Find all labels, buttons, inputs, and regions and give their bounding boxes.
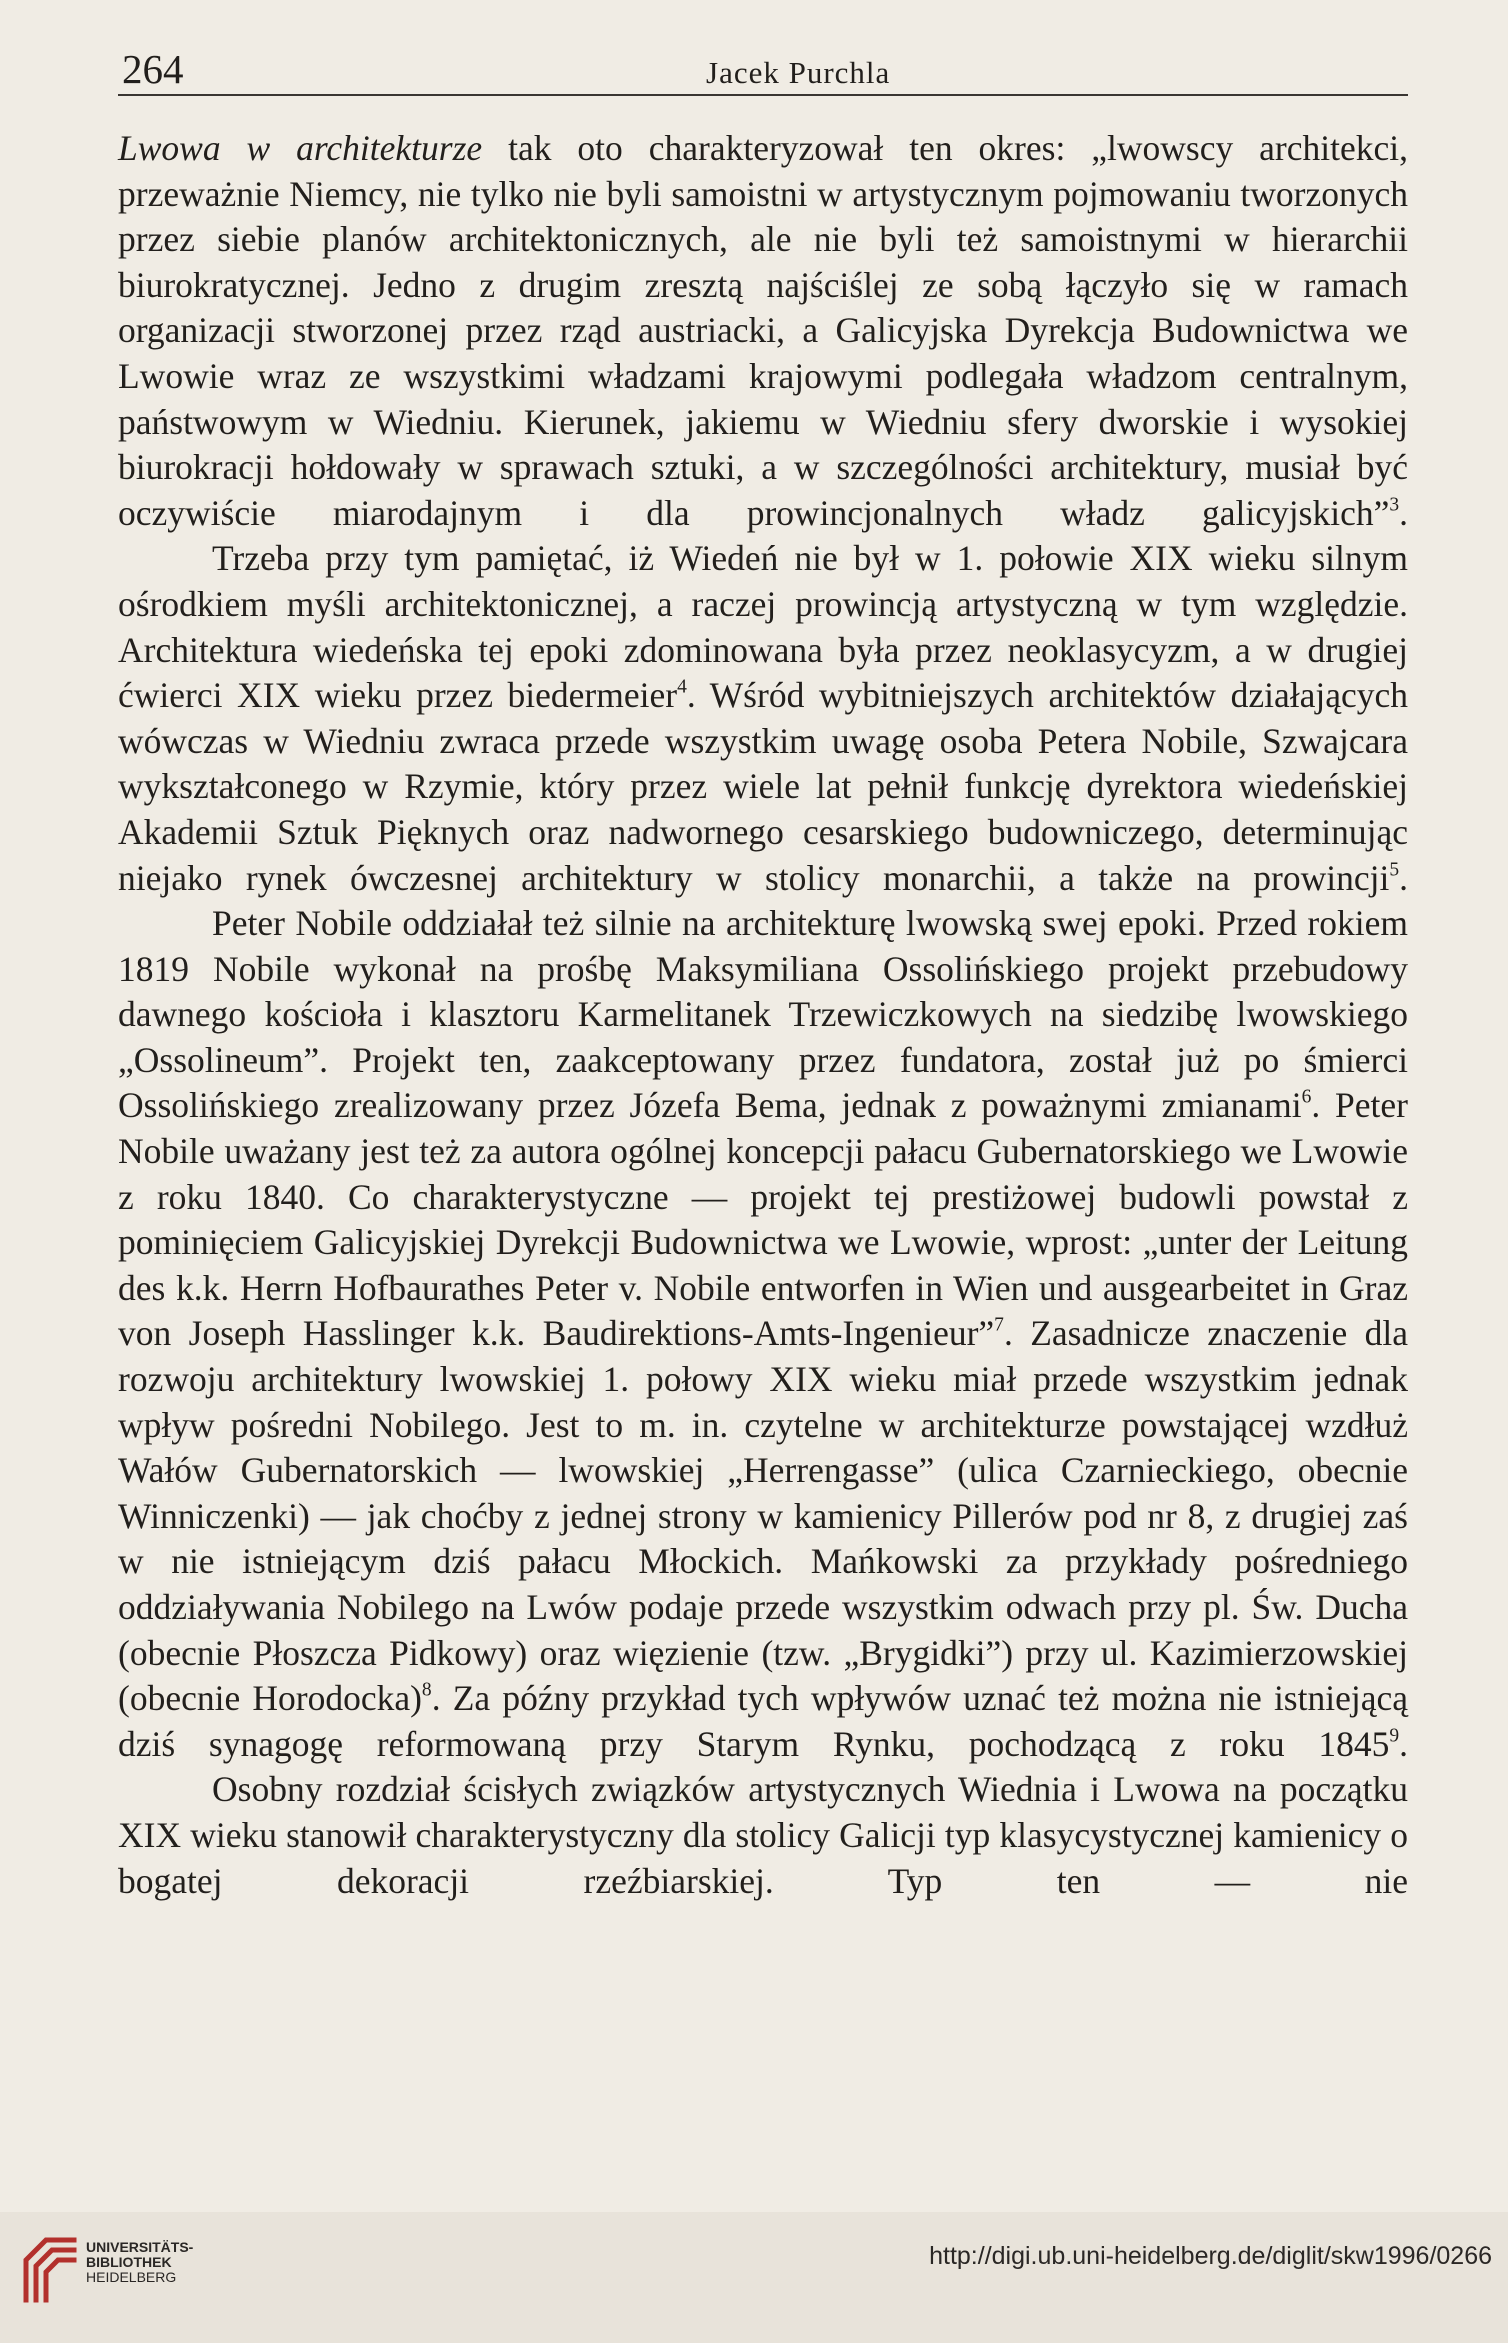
digitization-footer (0, 2212, 1508, 2343)
footnote-marker: 4 (677, 676, 687, 698)
ub-heidelberg-logo-icon (18, 2230, 82, 2306)
library-name (86, 2240, 193, 2285)
paragraph (118, 126, 1408, 536)
footnote-marker: 6 (1301, 1086, 1312, 1108)
italic-title: Lwowa w architekturze (118, 128, 483, 168)
paragraph-text: Peter Nobile oddziałał też silnie na architekturę lwowską swej epoki. Przed rokiem 1819 Nobile wykonał na prośbę Maksymiliana Ossolińskiego projekt przebudowy dawnego kościoła i klasztoru Karmelitanek Trzewiczkowych na siedzibę lwowskiego „Ossolineum”. Projekt ten, zaakceptowany przez fundatora, został już po śmierci Ossolińskiego zrealizowany przez Józefa Bema, jednak z poważnymi zmianami (118, 903, 1408, 1126)
paragraph (118, 536, 1408, 901)
body-text (118, 126, 1408, 1904)
footnote-marker: 3 (1389, 494, 1400, 516)
running-head: Jacek Purchla (706, 55, 891, 90)
paragraph-text: . (1399, 1723, 1408, 1764)
paragraph-text: . (1399, 492, 1408, 533)
source-url-link[interactable]: http://digi.ub.uni-heidelberg.de/diglit/skw1996/0266 (929, 2242, 1492, 2270)
library-name-line3: HEIDELBERG (86, 2269, 177, 2285)
library-name-line2: BIBLIOTHEK (86, 2254, 172, 2270)
footnote-marker: 9 (1389, 1725, 1400, 1747)
footnote-marker: 7 (994, 1314, 1004, 1336)
footnote-marker: 5 (1389, 858, 1400, 880)
page-header (118, 42, 1408, 96)
paragraph-text: . (1399, 857, 1408, 898)
paragraph-text: . Peter Nobile uważany jest też za autora ogólnej koncepcji pałacu Gubernatorskiego we Lwowie z roku 1840. Co charakterystyczne — projekt tej prestiżowej budowli powstał z pominięciem Galicyjskiej Dyrekcji Budownictwa we Lwowie, wprost: „unter der Leitung des k.k. Herrn Hofbaurathes Peter v. Nobile entworfen in Wien und ausgearbeitet in Graz von Joseph Hasslinger k.k. Baudirektions-Amts-Ingenieur” (118, 1085, 1408, 1354)
paragraph-text: tak oto charakteryzował ten okres: „lwowscy architekci, przeważnie Niemcy, nie tylko nie byli samoistni w artystycznym pojmowaniu tworzonych przez siebie planów architektonicznych, ale nie byli też samoistnymi w hierarchii biurokratycznej. Jedno z drugim zresztą najściślej ze sobą łączyło się w ramach organizacji stworzonej przez rząd austriacki, a Galicyjska Dyrekcja Budownictwa we Lwowie wraz ze wszystkimi władzami krajowymi podlegała władzom centralnym, państwowym w Wiedniu. Kierunek, jakiemu w Wiedniu sfery dworskie i wysokiej biurokracji hołdowały w sprawach sztuki, a w szczególności architektury, musiał być oczywiście miarodajnym i dla prowincjonalnych władz galicyjskich” (118, 128, 1408, 533)
paragraph (118, 901, 1408, 1767)
paragraph (118, 1767, 1408, 1904)
library-name-line1: UNIVERSITÄTS- (86, 2239, 194, 2255)
paragraph-text: . Wśród wybitniejszych architektów działających wówczas w Wiedniu zwraca przede wszystkim uwagę osoba Petera Nobile, Szwajcara wykształconego w Rzymie, który przez wiele lat pełnił funkcję dyrektora wiedeńskiej Akademii Sztuk Pięknych oraz nadwornego cesarskiego budowniczego, determinując niejako rynek ówczesnej architektury w stolicy monarchii, a także na prowincji (118, 675, 1408, 898)
paragraph-text: . Zasadnicze znaczenie dla rozwoju architektury lwowskiej 1. połowy XIX wieku miał przede wszystkim jednak wpływ pośredni Nobilego. Jest to m. in. czytelne w architekturze powstającej wzdłuż Wałów Gubernatorskich — lwowskiej „Herrengasse” (ulica Czarnieckiego, obecnie Winniczenki) — jak choćby z jednej strony w kamienicy Pillerów pod nr 8, z drugiej zaś w nie istniejącym dziś pałacu Młockich. Mańkowski za przykłady pośredniego oddziaływania Nobilego na Lwów podaje przede wszystkim odwach przy pl. Św. Ducha (obecnie Płoszcza Pidkowy) oraz więzienie (tzw. „Brygidki”) przy ul. Kazimierzowskiej (obecnie Horodocka) (118, 1313, 1408, 1719)
footnote-marker: 8 (421, 1679, 432, 1701)
paragraph-text: Trzeba przy tym pamiętać, iż Wiedeń nie był w 1. połowie XIX wieku silnym ośrodkiem myśli architektonicznej, a raczej prowincją artystyczną w tym względzie. Architektura wiedeńska tej epoki zdominowana była przez neoklasycyzm, a w drugiej ćwierci XIX wieku przez biedermeier (118, 538, 1408, 716)
page-number: 264 (122, 46, 184, 92)
paragraph-text: . Za późny przykład tych wpływów uznać też można nie istniejącą dziś synagogę reformowaną przy Starym Rynku, pochodzącą z roku 1845 (118, 1678, 1408, 1764)
paragraph-text: Osobny rozdział ścisłych związków artystycznych Wiednia i Lwowa na początku XIX wieku stanowił charakterystyczny dla stolicy Galicji typ klasycystycznej kamienicy o bogatej dekoracji rzeźbiarskiej. Typ ten — nie (118, 1769, 1408, 1901)
